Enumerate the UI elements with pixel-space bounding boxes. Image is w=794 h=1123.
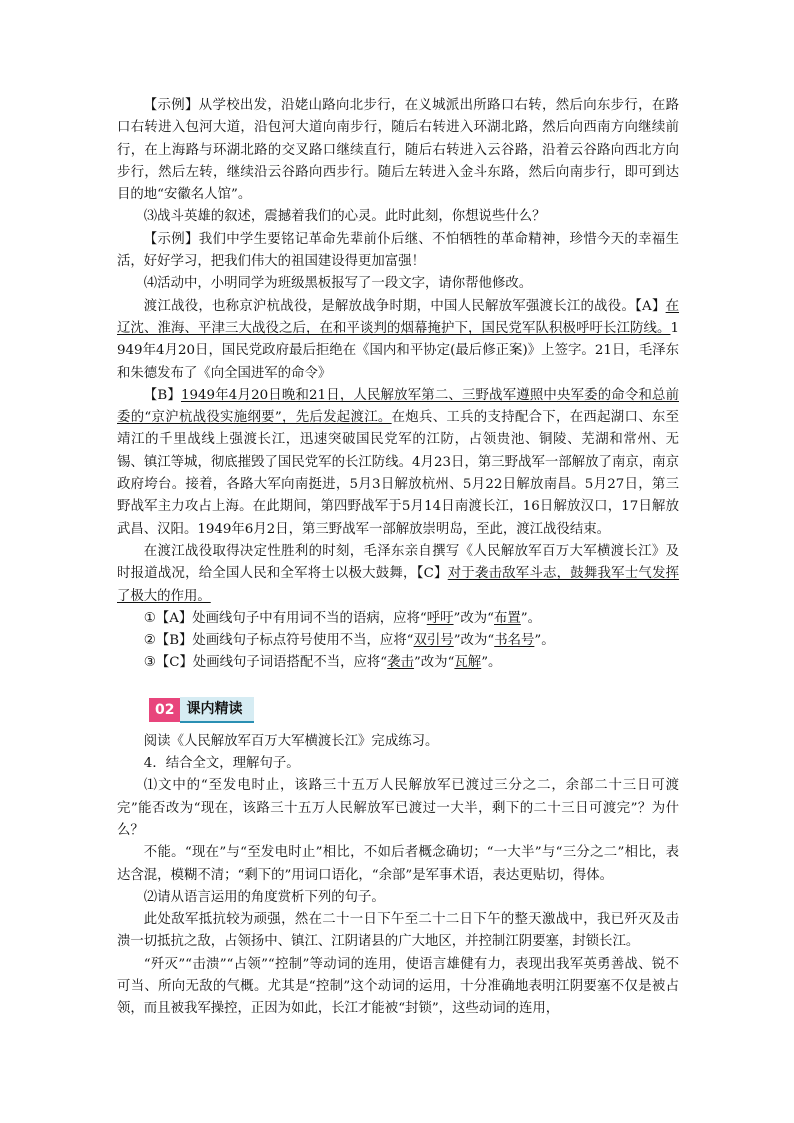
reading-question-4-2: ⑵请从语言运用的角度赏析下列的句子。: [143, 889, 385, 905]
answer-word: 双引号: [413, 633, 454, 649]
underlined-sentence-b: 1949年4月20日晚和21日，人民解放军第二、三野战军遵照中央军委的命令和总前委的“京沪杭战役实施纲要”，先后发起渡江。: [117, 387, 679, 426]
reading-question-4-1: ⑴文中的“至发电时止，该路三十五万人民解放军已渡过三分之二，余部二十三日可渡完”能否改为“现在，该路三十五万人民解放军已渡过一大半，剩下的二十三日可渡完”？为什么？: [117, 778, 679, 838]
answer-text: ②【B】处画线句子标点符号使用不当，应将“: [143, 633, 414, 649]
passage-text: 【B】: [143, 387, 181, 403]
underlined-sentence-c: 对于袭击敌军斗志，鼓舞我军士气发挥了极大的作用。: [117, 566, 680, 604]
answer-4-1: [117, 608, 679, 630]
answer-text: ”。: [520, 610, 542, 626]
answer-word: 书名号: [494, 633, 535, 649]
reading-answer-4-1: 不能。“现在”与“至发电时止”相比，不如后者概念确切；“一大半”与“三分之二”相比，表达含混，模糊不清；“剩下的”用词口语化，“余部”是军事术语，表达更贴切，得体。: [117, 845, 679, 883]
answer-text: ”改为“: [453, 610, 495, 626]
reading-answer-4-2: “歼灭”“击溃”“占领”“控制”等动词的连用，使语言雄健有力，表现出我军英勇善战、锐不可当、所向无敌的气概。尤其是“控制”这个动词的运用，十分准确地表明江阴要塞不仅是被占领，而且被我军操控，正因为如此，长江才能被“封锁”，这些动词的连用，: [117, 956, 679, 1017]
passage-paragraph-2: [117, 385, 679, 541]
answer-text: ③【C】处画线句子词语搭配不当，应将“: [143, 655, 388, 671]
answer-4-2: [117, 630, 679, 652]
answer-3: 【示例】我们中学生要铭记革命先辈前仆后继、不怕牺牲的革命精神，珍惜今天的幸福生活，好好学习，把我们伟大的祖国建设得更加富强！: [117, 231, 679, 270]
passage-text: 1949年4月20日，国民党政府最后拒绝在《国内和平协定(最后修正案)》上签字。21日，毛泽东和朱德发布了《向全国进军的命令》: [117, 320, 679, 381]
answer-text: ”改为“: [453, 633, 495, 649]
answer-word: 袭击: [387, 655, 414, 671]
reading-question-4: 4．结合全文，理解句子。: [143, 756, 300, 772]
answer-4-3: [117, 652, 679, 674]
question-3: ⑶战斗英雄的叙述，震撼着我们的心灵。此时此刻，你想说些什么？: [143, 209, 546, 225]
reading-intro: 阅读《人民解放军百万大军横渡长江》完成练习。: [143, 733, 439, 749]
section-title: 课内精读: [180, 697, 254, 723]
answer-text: ”。: [534, 633, 555, 649]
passage-text: 渡江战役，也称京沪杭战役，是解放战争时期，中国人民解放军强渡长江的战役。【A】: [143, 298, 666, 314]
question-4: ⑷活动中，小明同学为班级黑板报写了一段文字，请你帮他修改。: [143, 276, 533, 292]
passage-text: 在炮兵、工兵的支持配合下，在西起湖口、东至靖江的千里战线上强渡长江，迅速突破国民党军的江防，占领贵池、铜陵、芜湖和常州、无锡、镇江等城，彻底摧毁了国民党军的长江防线。4月23日，第三野战军一部解放了南京，南京政府垮台。接着，各路大军向南挺进，5月3日解放杭州、5月22日解放南昌。5月27日，第三野战军主力攻占上海。在此期间，第四野战军于5月14日南渡长江，16日解放汉口，17日解放武昌、汉阳。1949年6月2日，第三野战军一部解放崇明岛，至此，渡江战役结束。: [117, 410, 679, 537]
reading-quote-4-2: 此处敌军抵抗较为顽强，然在二十一日下午至二十二日下午的整天激战中，我已歼灭及击溃一切抵抗之敌，占领扬中、镇江、江阴诸县的广大地区，并控制江阴要塞，封锁长江。: [117, 912, 679, 950]
answer-text: ”。: [481, 655, 502, 671]
passage-paragraph-1: [117, 296, 679, 385]
document-body: [117, 95, 679, 1021]
example-answer-route: 【示例】从学校出发，沿姥山路向北步行，在义城派出所路口右转，然后向东步行，在路口右转进入包河大道，沿包河大道向南步行，随后右转进入环湖北路，然后向西南方向继续前行，在上海路与环湖北路的交叉路口继续直行，随后右转进入云谷路，沿着云谷路向西北方向步行，然后左转，继续沿云谷路向西步行。随后左转进入金斗东路，然后向南步行，即可到达目的地“安徽名人馆”。: [117, 98, 679, 203]
section-number: 02: [149, 698, 180, 722]
underlined-sentence-a: 在辽沈、淮海、平津三大战役之后，在和平谈判的烟幕掩护下，国民党军队积极呼吁长江防线。: [117, 298, 679, 336]
answer-word: 布置: [494, 610, 521, 626]
answer-word: 瓦解: [454, 655, 482, 671]
section-header: [149, 697, 679, 723]
passage-text: 在渡江战役取得决定性胜利的时刻，毛泽东亲自撰写《人民解放军百万大军横渡长江》及时报道战况，给全国人民和全军将士以极大鼓舞，【C】: [117, 543, 679, 582]
passage-paragraph-3: [117, 541, 679, 608]
answer-word: 呼吁: [426, 610, 454, 626]
answer-text: ”改为“: [413, 655, 455, 671]
answer-text: ①【A】处画线句子中有用词不当的语病，应将“: [143, 610, 427, 626]
